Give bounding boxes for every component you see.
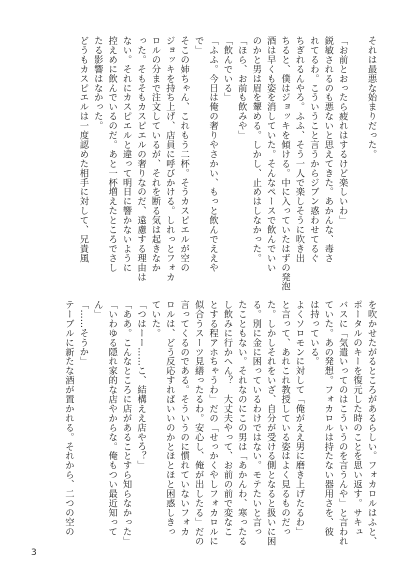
text-line: ロルは、どう反応すればいいのかとほとほと困惑しきっ (164, 300, 175, 537)
text-line: ポータルのキーを復元した時のことを思い返す。サキュ (351, 300, 362, 537)
text-line: ロルの分まで注文しているが、それを断る気は起きなか (149, 36, 160, 273)
text-line: 「お前とおったら疲れはするけど楽しいわ」 (337, 36, 348, 225)
text-line: ジョッキを持ち上げ、店員に呼びかける。しれっとフォカ (164, 36, 175, 282)
text-line: れてるわ。こういうこと言うからジブン惑わせてるぐ (308, 36, 319, 263)
text-line: とする程アホちゃうわ」だの「せっかくやしフォカロルに (207, 300, 218, 546)
text-line: 鋭敏されるのも悪ないと思えてきた。あかんな、毒さ (322, 36, 333, 263)
text-line: で」 (193, 36, 204, 55)
text-line: は持っている。 (308, 300, 319, 367)
text-line: たる影響はなかった。 (92, 36, 103, 131)
text-line: と言って、あれこれ教授している姿はよく見るものだっ (279, 300, 290, 537)
text-line: バスに「気遣いってのはこういうのを言うんや」と言われ (337, 300, 348, 546)
text-line: た。しかしそれをいざ、自分が受ける側となると扱いに困 (265, 300, 276, 546)
text-line: たこともない。それなのにこの男は「あかんわ、寒ったる (236, 300, 247, 546)
lower-text-block (26, 300, 378, 546)
text-line: し飲みに行かへん？ 大丈夫やって、お前の前で変なこ (221, 300, 232, 537)
text-line: よくソロモンに対して「俺がええ男に磨き上げたるわ」 (293, 300, 304, 537)
text-line: 言ってくるのである。そういうのに慣れていないフォカ (178, 300, 189, 537)
text-line (349, 36, 363, 281)
text-line: どうもカスピエルは一度認めた相手に対して、兄貴風 (77, 36, 88, 263)
text-line: を吹かせたがるところがあるらしい。フォカロルはふと、 (366, 300, 376, 546)
text-line: 「飲んでいる」 (221, 36, 232, 103)
text-line: 「ほら、お前も飲みや」 (236, 36, 247, 140)
text-line: ちぎれるんやろ。ふふ、そう一人で楽しそうに吹き出 (293, 36, 304, 263)
text-line: ん」 (92, 300, 103, 319)
text-line: 似合うスーツ見繕ったるわ。安心し、俺が出したる」だの (193, 300, 204, 546)
text-line: 「つはーー……こ、結構ええ店やろ？」 (135, 300, 146, 471)
text-line: そこの姉ちゃん、これもう二杯。そうカスピエルが空の (178, 36, 189, 273)
page-number: 3 (31, 548, 37, 558)
text-line: 酒は早くも姿を消していた。そんなペースで飲んでいい (265, 36, 276, 273)
text-line: ていた。 (149, 300, 160, 338)
text-line: ちると、僕はジョッキを傾ける。中に入っていたはずの発泡 (279, 36, 290, 292)
upper-text-block (26, 36, 378, 292)
text-line: 控えめに飲んでいるのだ。あと一杯増えたところでさし (106, 36, 117, 273)
text-line: 「いわゆる隠れ家的な店やからな。俺もつい最近知って (106, 300, 117, 537)
text-line: ていた。あの発想。フォカロルは持たない器用さを、彼 (322, 300, 333, 537)
text-line: テーブルに新たな酒が置かれる。それから、二つの空の (63, 300, 74, 537)
text-line: 「……そうか」 (77, 300, 88, 367)
text-line: それは最悪な始まりだった。 (366, 36, 376, 159)
text-line: った。そもそもカスピエルの奢りなのだ、遠慮する理由は (135, 36, 146, 282)
text-line: ない。それにカスピエルと違って明日に響かないように (121, 36, 132, 273)
text-line: る。別に金に困っているわけではない。モテたいと言っ (250, 300, 261, 537)
text-line: 「ああ。こんなところに店があることすら知らなかった」 (121, 300, 132, 546)
text-line: のかと男は眉を顰める。しかし、止めはしなかった。 (250, 36, 261, 263)
text-line: 「ふふ。今日は俺の奢りやさかい、もっと飲んでええや (207, 36, 218, 273)
